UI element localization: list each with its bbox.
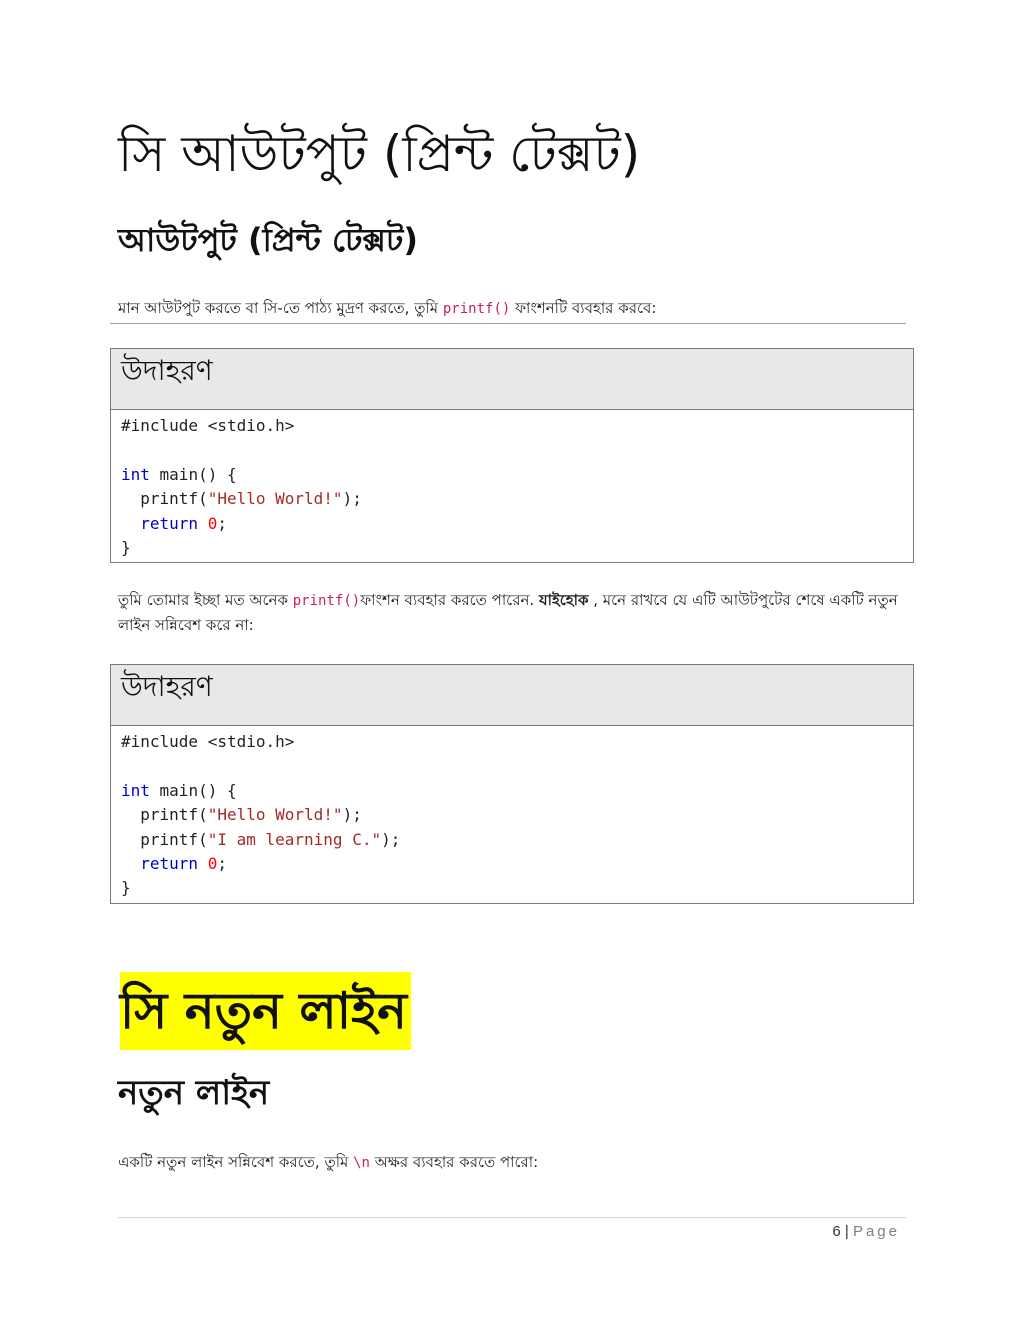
code-keyword-int: int [121,464,150,484]
code-printf-close: ); [381,829,401,849]
code-block-2 [111,726,913,903]
code-main-signature: main() { [149,780,237,800]
section-heading-newline: সি নতুন লাইন [120,972,411,1050]
inline-code-printf: printf() [292,593,361,609]
code-space [198,854,208,873]
newline-paragraph [118,1150,908,1175]
code-number: 0 [207,854,218,874]
code-indent [121,514,140,533]
code-string: "Hello World!" [207,805,343,825]
inline-code-printf: printf() [442,301,511,317]
code-close-brace: } [121,538,131,558]
code-number: 0 [207,513,218,533]
intro-text-start: মান আউটপুট করতে বা সি-তে পাঠ্য মুদ্রণ করতে, তুমি [118,299,443,317]
page-label: Page [852,1223,900,1240]
code-printf-close: ); [342,489,362,509]
intro-paragraph [118,296,908,321]
code-printf-open: printf( [121,805,208,825]
example-box-1 [110,348,914,563]
code-space [198,514,208,533]
section-subheading-newline: নতুন লাইন [118,1073,270,1113]
code-block-1 [111,410,913,562]
example-box-2 [110,664,914,904]
code-semicolon: ; [217,513,227,533]
code-keyword-return: return [140,513,199,533]
page-number: 6 [832,1223,841,1240]
para3-text-end: অক্ষর ব্যবহার করতে পারো: [369,1153,539,1171]
code-string: "Hello World!" [207,489,343,509]
intro-divider [110,323,906,324]
footer-divider [118,1217,906,1218]
code-string: "I am learning C." [207,829,382,849]
para2-text-start: তুমি তোমার ইচ্ছা মত অনেক [118,591,293,609]
intro-text-end: ফাংশনটি ব্যবহার করবে: [510,299,657,317]
code-printf-open: printf( [121,829,208,849]
example-title: উদাহরণ [111,349,913,410]
footer-separator: | [840,1223,853,1240]
explanation-paragraph [118,588,908,637]
bold-however: যাইহোক [538,591,589,609]
code-line-include: #include <stdio.h> [121,416,295,435]
page-footer [832,1220,900,1244]
para2-text-middle: ফাংশন ব্যবহার করতে পারেন. [360,591,539,609]
section-subtitle: আউটপুট (প্রিন্ট টেক্সট) [118,221,418,259]
code-keyword-int: int [121,780,150,800]
code-indent [121,854,140,873]
code-close-brace: } [121,878,131,898]
para2-text-end: , মনে রাখবে যে এটি আউটপুটের শেষে একটি নতুন লাইন সন্নিবেশ করে না: [118,591,898,634]
code-semicolon: ; [217,854,227,874]
code-printf-close: ); [342,805,362,825]
page-title: সি আউটপুট (প্রিন্ট টেক্সট) [118,125,641,183]
inline-code-newline: \n [353,1155,370,1171]
code-printf-open: printf( [121,489,208,509]
code-main-signature: main() { [149,464,237,484]
example-title: উদাহরণ [111,665,913,726]
code-line-include: #include <stdio.h> [121,732,295,751]
para3-text-start: একটি নতুন লাইন সন্নিবেশ করতে, তুমি [118,1153,354,1171]
code-keyword-return: return [140,854,199,874]
